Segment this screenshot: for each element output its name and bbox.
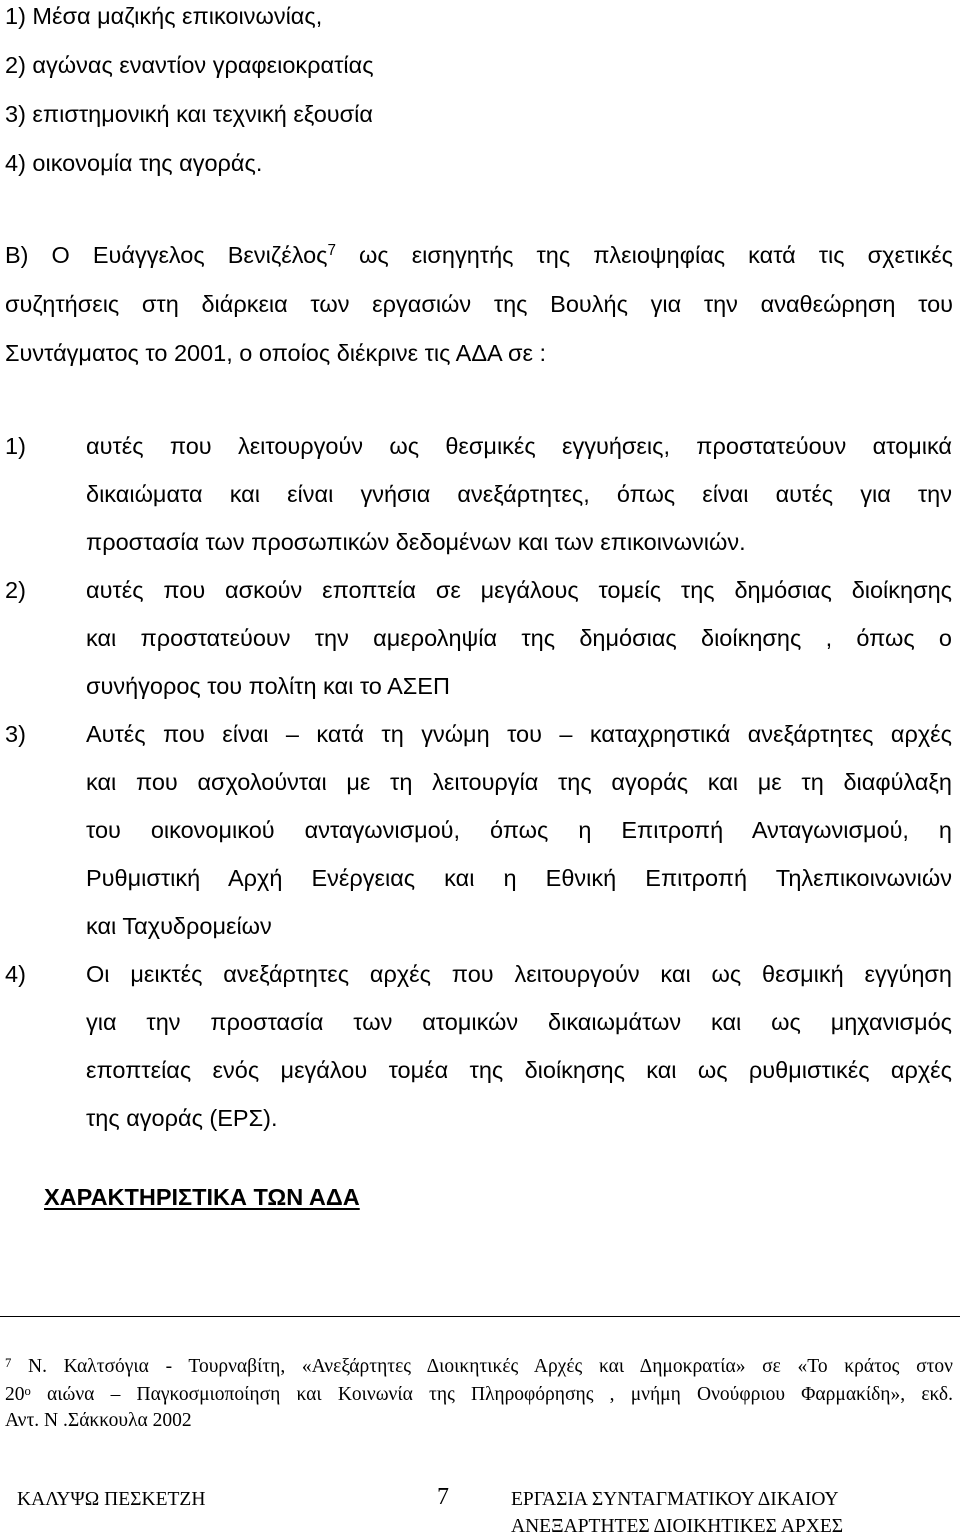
list-item-line: και που ασχολούνται με τη λειτουργία της αγοράς και με τη διαφύλαξη xyxy=(86,769,952,795)
paragraph-b-text: Β) Ο Ευάγγελος Βενιζέλος xyxy=(5,242,328,268)
footnote-text: 20 xyxy=(5,1384,25,1405)
list-item-line: Ρυθμιστική Αρχή Ενέργειας και η Εθνική Επιτροπή Τηλεπικοινωνιών xyxy=(86,865,952,891)
paragraph-b-text: ως εισηγητής της πλειοψηφίας κατά τις σχετικές xyxy=(335,242,953,268)
intro-list-item: 3) επιστημονική και τεχνική εξουσία xyxy=(5,101,373,127)
list-item-line: αυτές που λειτουργούν ως θεσμικές εγγυήσεις, προστατεύουν ατομικά xyxy=(86,433,952,459)
intro-list xyxy=(5,4,374,200)
footnote-line xyxy=(5,1383,953,1407)
list-item-line: και προστατεύουν την αμεροληψία της δημόσιας διοίκησης , όπως ο xyxy=(86,625,952,651)
list-item-line: αυτές που ασκούν εποπτεία σε μεγάλους τομείς της δημόσιας διοίκησης xyxy=(86,577,952,603)
list-item-line: για την προστασία των ατομικών δικαιωμάτων και ως μηχανισμός xyxy=(86,1009,952,1035)
paragraph-b-line xyxy=(5,243,953,267)
footer-author: ΚΑΛΥΨΩ ΠΕΣΚΕΤΖΗ xyxy=(17,1489,206,1510)
list-item-line: προστασία των προσωπικών δεδομένων και των επικοινωνιών. xyxy=(86,529,746,555)
footnote-reference: 7 xyxy=(327,242,336,259)
list-item-line: δικαιώματα και είναι γνήσια ανεξάρτητες, όπως είναι αυτές για την xyxy=(86,481,952,507)
footer-subtitle: ΑΝΕΞΑΡΤΗΤΕΣ ΔΙΟΙΚΗΤΙΚΕΣ ΑΡΧΕΣ xyxy=(511,1516,844,1537)
intro-list-item: 1) Μέσα μαζικής επικοινωνίας, xyxy=(5,3,323,29)
footnote-separator xyxy=(0,1316,960,1317)
paragraph-b-line: Συντάγματος το 2001, ο οποίος διέκρινε τις ΑΔΑ σε : xyxy=(5,340,546,366)
list-item-line: του οικονομικού ανταγωνισμού, όπως η Επιτροπή Ανταγωνισμού, η xyxy=(86,817,952,843)
intro-list-item: 2) αγώνας εναντίον γραφειοκρατίας xyxy=(5,52,374,78)
list-item-line: και Ταχυδρομείων xyxy=(86,913,272,939)
footnote-marker: 7 xyxy=(5,1356,12,1370)
list-item-number: 4) xyxy=(5,961,26,987)
list-item-number: 2) xyxy=(5,577,26,603)
footnote-superscript: ο xyxy=(24,1384,31,1398)
footnote-line: Αντ. Ν .Σάκκουλα 2002 xyxy=(5,1410,192,1431)
footnote-line xyxy=(5,1355,953,1379)
page-number: 7 xyxy=(437,1484,449,1510)
intro-list-item: 4) οικονομία της αγοράς. xyxy=(5,150,263,176)
list-item-line: εποπτείας ενός μεγάλου τομέα της διοίκησης και ως ρυθμιστικές αρχές xyxy=(86,1057,952,1083)
paragraph-b-line: συζητήσεις στη διάρκεια των εργασιών της Βουλής για την αναθεώρηση του xyxy=(5,291,953,317)
section-heading: ΧΑΡΑΚΤΗΡΙΣΤΙΚΑ ΤΩΝ ΑΔΑ xyxy=(44,1184,360,1210)
footnote-text: αιώνα – Παγκοσμιοποίηση και Κοινωνία της Πληροφόρησης , μνήμη Ονούφριου Φαρμακίδη», εκδ. xyxy=(30,1384,953,1405)
list-item-number: 1) xyxy=(5,433,26,459)
list-item-line: συνήγορος του πολίτη και το ΑΣΕΠ xyxy=(86,673,450,699)
list-item-line: Οι μεικτές ανεξάρτητες αρχές που λειτουργούν και ως θεσμική εγγύηση xyxy=(86,961,952,987)
list-item-line: της αγοράς (ΕΡΣ). xyxy=(86,1105,278,1131)
list-item-number: 3) xyxy=(5,721,26,747)
footer-title: ΕΡΓΑΣΙΑ ΣΥΝΤΑΓΜΑΤΙΚΟΥ ΔΙΚΑΙΟΥ xyxy=(511,1489,839,1510)
footnote-text: Ν. Καλτσόγια - Τουρναβίτη, «Ανεξάρτητες Διοικητικές Αρχές και Δημοκρατία» σε «Το κράτος στον xyxy=(11,1356,953,1377)
list-item-line: Αυτές που είναι – κατά τη γνώμη του – καταχρηστικά ανεξάρτητες αρχές xyxy=(86,721,952,747)
